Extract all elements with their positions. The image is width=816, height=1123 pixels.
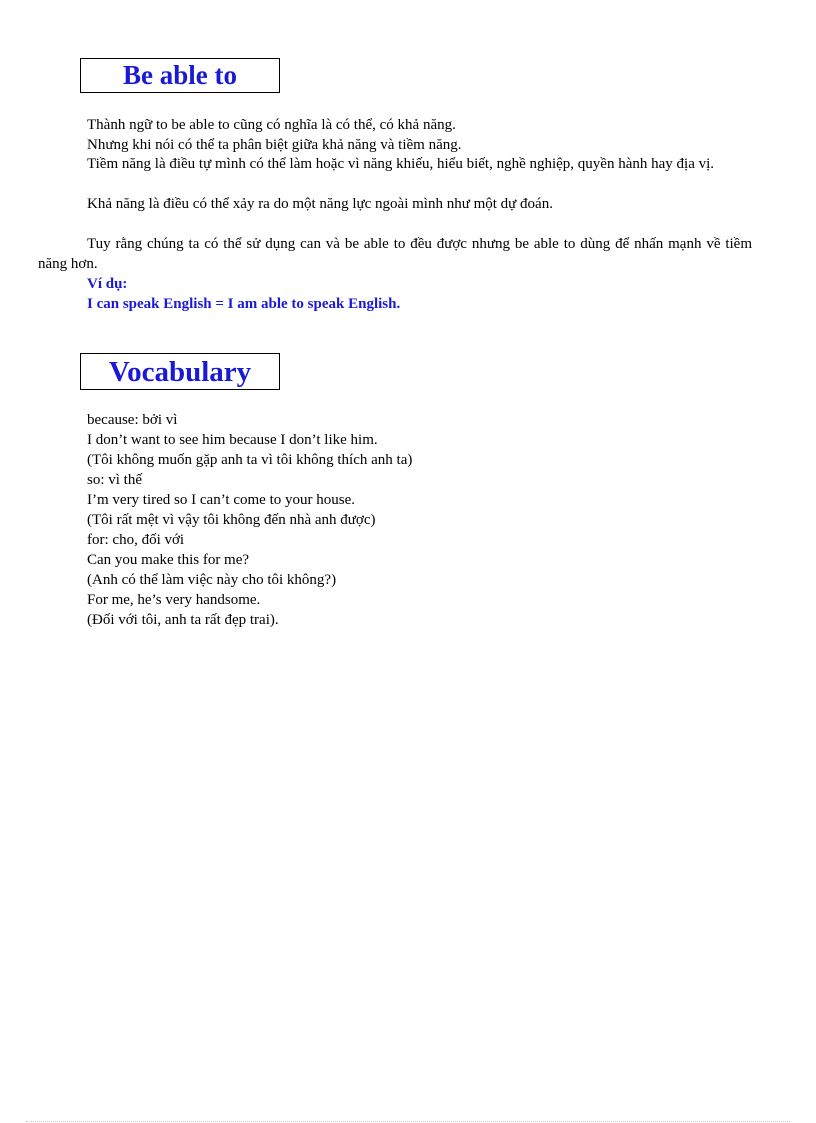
vocab-line: I’m very tired so I can’t come to your house.: [87, 492, 355, 508]
example-label: Ví dụ:: [87, 276, 128, 292]
paragraph: [38, 234, 752, 274]
vocab-line: I don’t want to see him because I don’t like him.: [87, 432, 378, 448]
vocab-line: (Tôi không muốn gặp anh ta vì tôi không thích anh ta): [87, 452, 413, 468]
vocab-line: for: cho, đối với: [87, 532, 185, 548]
vocab-line: so: vì thế: [87, 472, 142, 488]
paragraph-text: Thành ngữ to be able to cũng có nghĩa là có thể, có khả năng.: [87, 117, 456, 133]
vocab-line: because: bởi vì: [87, 412, 178, 428]
vocab-line: Can you make this for me?: [87, 552, 250, 568]
page-bottom-rule: [26, 1121, 790, 1122]
vocab-line: For me, he’s very handsome.: [87, 592, 261, 608]
paragraph: [38, 135, 752, 155]
section-title-vocabulary: Vocabulary: [80, 353, 280, 390]
paragraph-text: Tuy rằng chúng ta có thể sử dụng can và be able to đều được nhưng be able to dùng để nhấn mạnh về tiềm năng hơn.: [38, 236, 752, 272]
paragraph-text: Tiềm năng là điều tự mình có thể làm hoặc vì năng khiếu, hiểu biết, nghề nghiệp, quyền hành hay địa vị.: [87, 156, 715, 172]
vocab-line: (Đối với tôi, anh ta rất đẹp trai).: [87, 612, 279, 628]
section-title-be-able-to: Be able to: [80, 58, 280, 93]
paragraph-text: Nhưng khi nói có thể ta phân biệt giữa khả năng và tiềm năng.: [87, 137, 462, 153]
example-sentence: I can speak English = I am able to speak English.: [87, 296, 401, 312]
paragraph: [38, 194, 752, 214]
paragraph: [38, 115, 752, 135]
vocab-line: (Anh có thể làm việc này cho tôi không?): [87, 572, 337, 588]
paragraph-text: Khả năng là điều có thể xảy ra do một năng lực ngoài mình như một dự đoán.: [87, 196, 553, 212]
paragraph: [38, 154, 752, 174]
vocab-line: (Tôi rất mệt vì vậy tôi không đến nhà anh được): [87, 512, 376, 528]
